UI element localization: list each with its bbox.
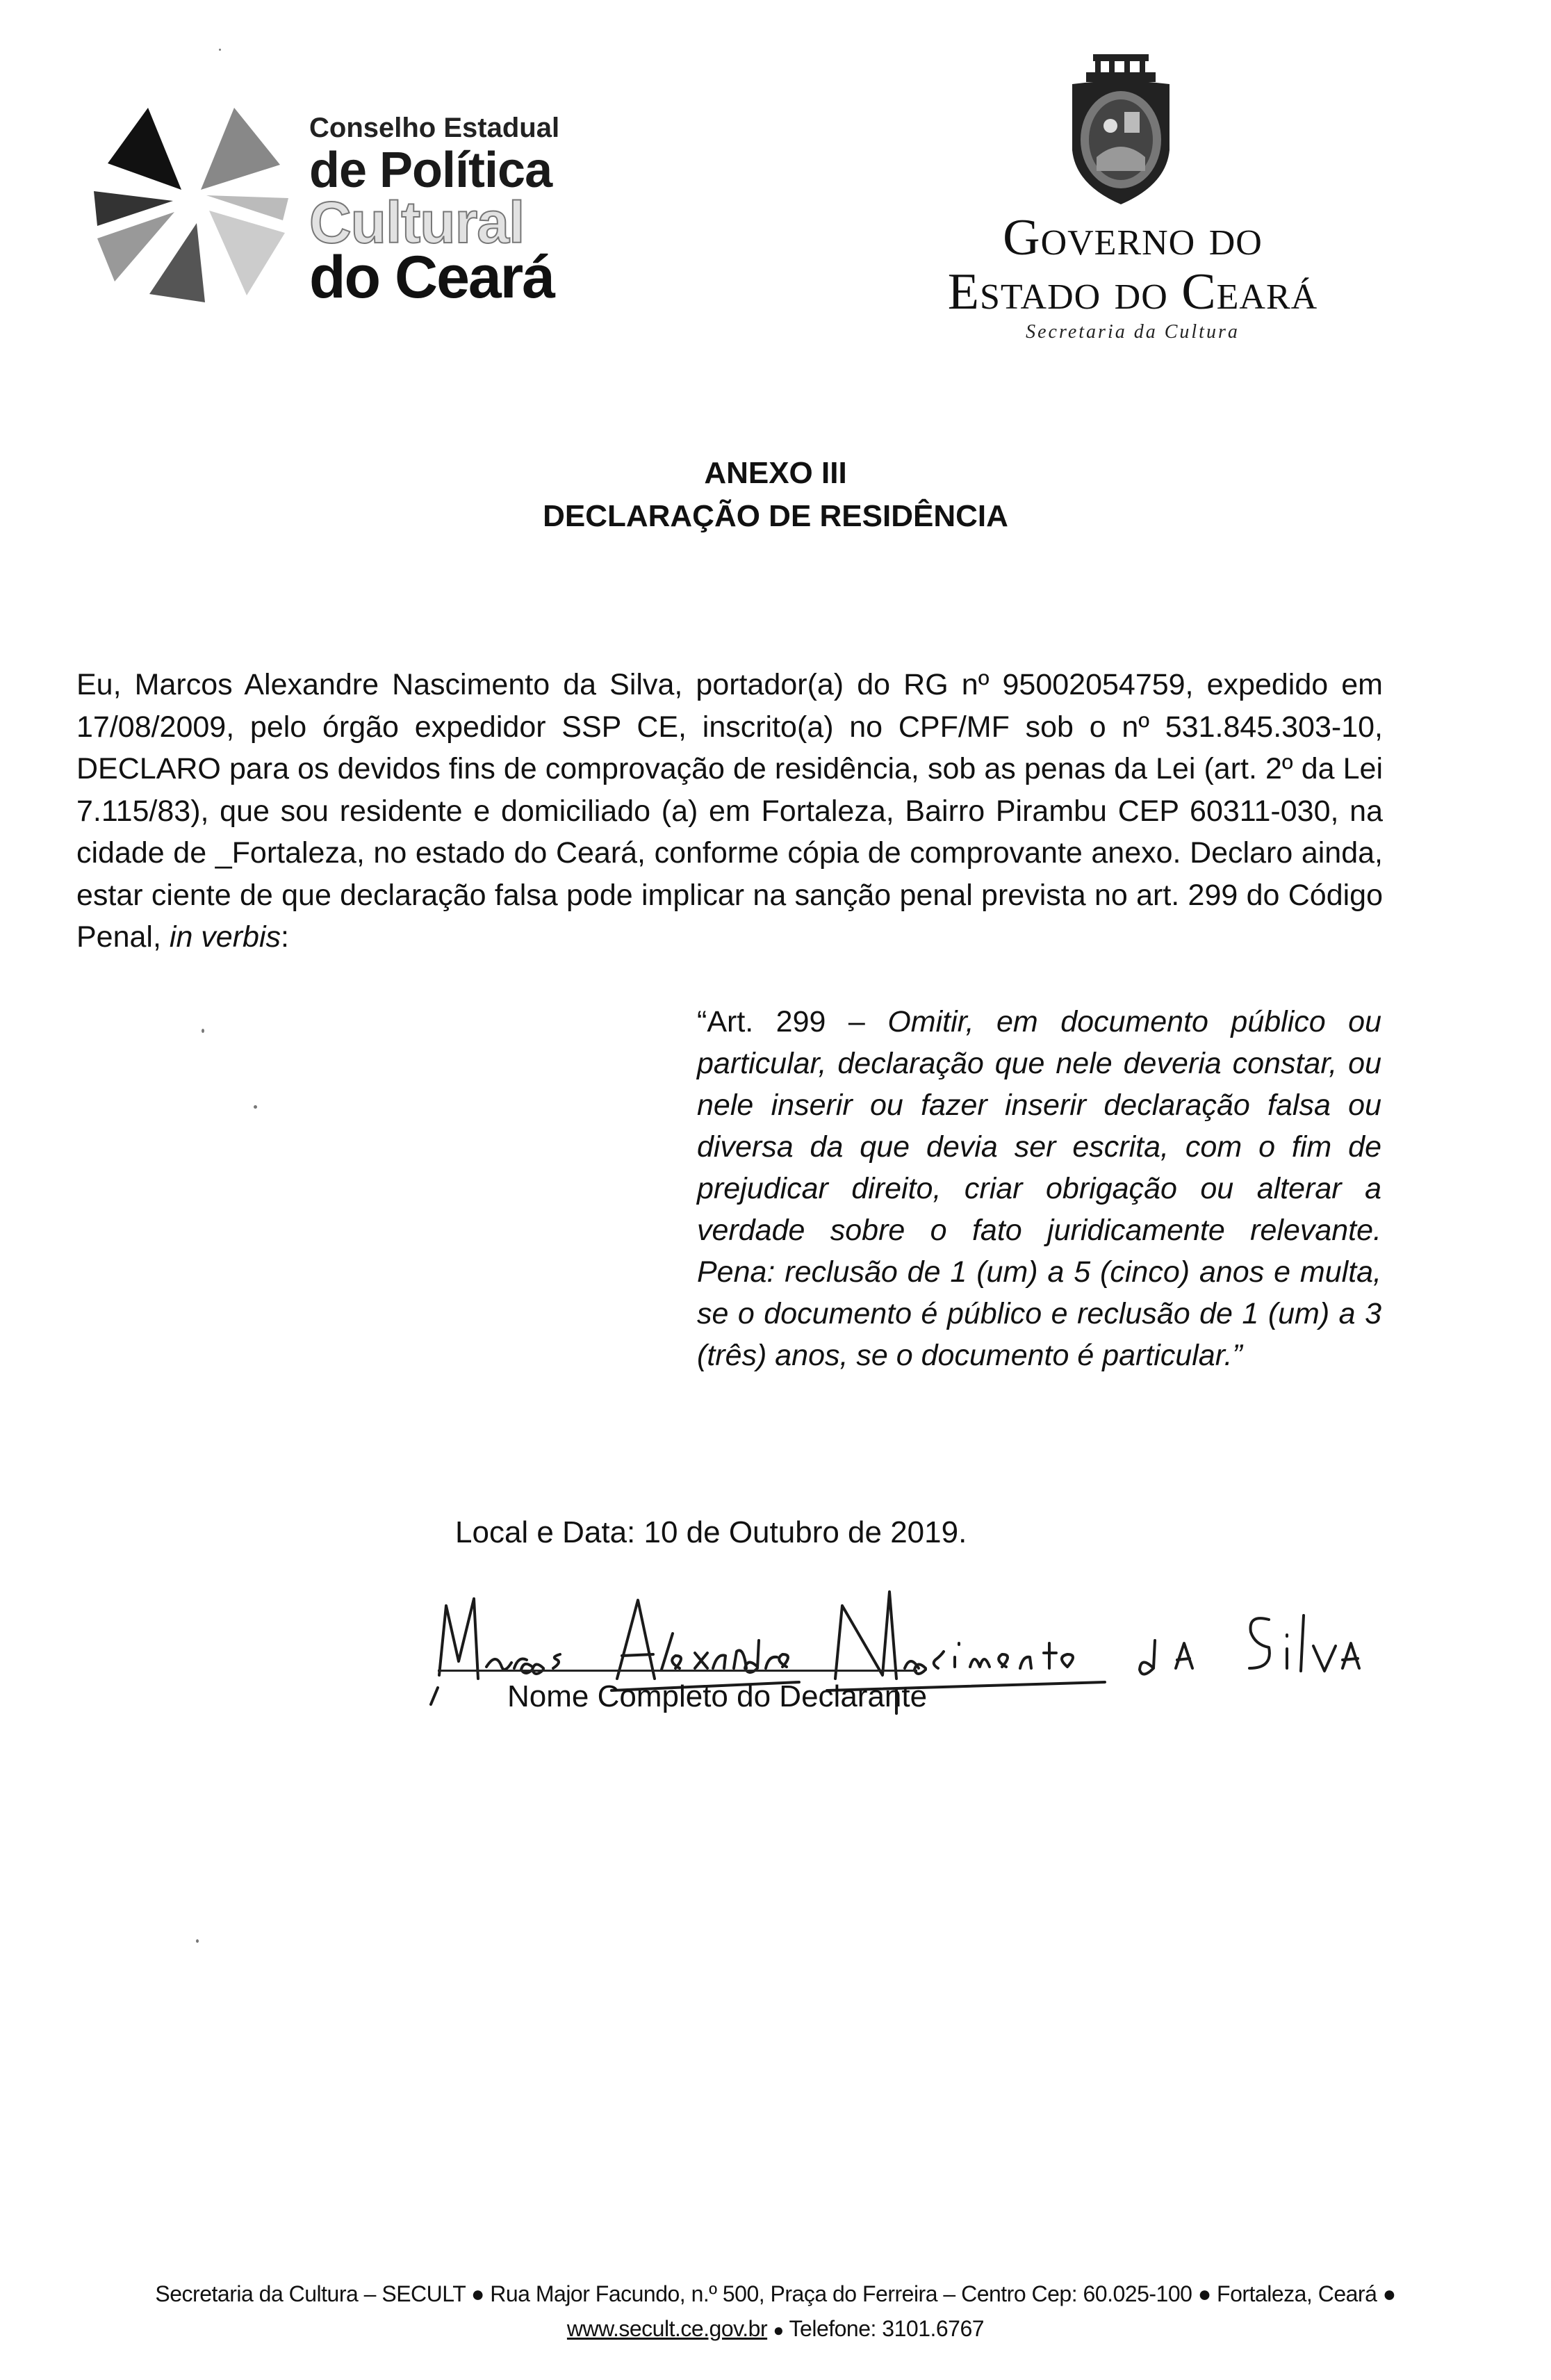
website-link[interactable]: www.secult.ce.gov.br xyxy=(566,2316,768,2341)
scan-speck xyxy=(196,1939,199,1943)
government-name-line2: Estado do Ceará xyxy=(947,263,1318,320)
council-name-line4: do Ceará xyxy=(309,244,555,311)
scan-speck xyxy=(254,1105,257,1109)
signature-line xyxy=(438,1670,917,1672)
declaration-colon: : xyxy=(281,920,289,954)
quote-article-number: “Art. 299 – xyxy=(697,1005,865,1038)
footer-address: Secretaria da Cultura – SECULT ● Rua Major Facundo, n.º 500, Praça do Ferreira – Centro Cep: 60.025-100 ● Fortaleza, Ceará ● xyxy=(155,2281,1396,2306)
footer-separator: ● xyxy=(773,2320,784,2341)
council-name-line3: Cultural xyxy=(309,190,525,255)
scan-speck xyxy=(219,49,221,51)
declaration-text: Eu, Marcos Alexandre Nascimento da Silva, portador(a) do RG nº 95002054759, expedido em 17/08/2009, pelo órgão expedidor SSP CE, inscrito(a) no CPF/MF sob o nº 531.845.303-10, DECLARO para os devidos fins de comprovação de residência, sob as penas da Lei (art. 2º da Lei 7.115/83), que sou residente e domiciliado (a) em Fortaleza, Bairro Pirambu CEP 60311-030, na cidade de _Fortaleza, no estado do Ceará, conforme cópia de comprovante anexo. Declaro ainda, estar ciente de que declaração falsa pode implicar na sanção penal prevista no art. 299 do Código Penal, xyxy=(76,668,1383,954)
penal-code-quote xyxy=(697,1001,1381,1376)
quote-article-text: Omitir, em documento público ou particular, declaração que nele deveria constar, ou nele inserir ou fazer inserir declaração falsa ou diversa da que devia ser escrita, com o fim de prejudicar direito, criar obrigação ou alterar a verdade sobre o fato juridicamente relevante. Pena: reclusão de 1 (um) a 5 (cinco) anos e multa, se o documento é público e reclusão de 1 (um) a 3 (três) anos, se o documento é particular.” xyxy=(697,1005,1382,1372)
footer-phone: Telefone: 3101.6767 xyxy=(789,2316,985,2341)
council-name-line1: Conselho Estadual xyxy=(309,113,560,143)
annex-title: ANEXO III xyxy=(704,456,847,490)
government-name-line1: Governo do xyxy=(1003,209,1263,266)
coat-of-arms-icon xyxy=(1055,53,1187,207)
declaration-paragraph xyxy=(76,664,1383,959)
department-name: Secretaria da Cultura xyxy=(1026,321,1240,343)
footer-contacts xyxy=(0,2316,1551,2342)
latin-phrase: in verbis xyxy=(169,920,281,954)
scan-speck xyxy=(202,1029,204,1033)
signature-label: Nome Completo do Declarante xyxy=(507,1679,928,1713)
document-title: DECLARAÇÃO DE RESIDÊNCIA xyxy=(543,499,1008,533)
council-name-line2: de Política xyxy=(309,142,552,198)
council-star-icon xyxy=(90,104,292,306)
place-and-date: Local e Data: 10 de Outubro de 2019. xyxy=(455,1515,967,1549)
council-logo xyxy=(90,104,577,313)
